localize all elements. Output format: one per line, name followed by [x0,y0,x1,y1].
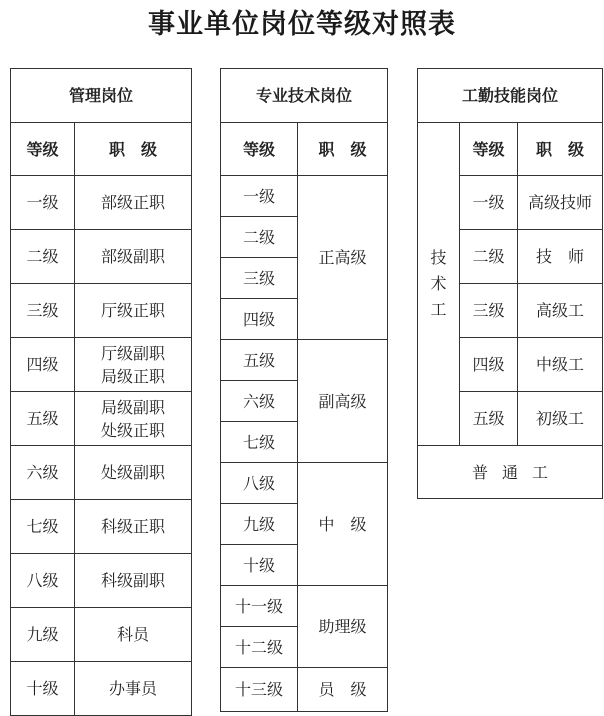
post-cell: 办事员 [75,662,192,716]
level-cell: 二级 [460,230,518,284]
post-cell: 科员 [75,608,192,662]
level-cell: 二级 [11,230,75,284]
professional-table [220,68,388,712]
level-cell: 三级 [11,284,75,338]
post-cell: 部级副职 [75,230,192,284]
level-cell: 五级 [460,392,518,446]
post-cell: 中级工 [518,338,603,392]
professional-col-level: 等级 [221,123,298,176]
level-cell: 九级 [221,504,298,545]
worker-col-post: 职 级 [518,123,603,176]
level-cell: 六级 [221,381,298,422]
post-cell: 处级副职 [75,446,192,500]
table-row [11,230,192,284]
table-row [11,338,192,392]
level-cell: 十三级 [221,668,298,712]
post-cell: 科级副职 [75,554,192,608]
management-header: 管理岗位 [11,69,192,123]
group-cell: 副高级 [298,340,388,463]
group-cell: 正高级 [298,176,388,340]
post-cell: 高级工 [518,284,603,338]
table-row [11,554,192,608]
level-cell: 四级 [11,338,75,392]
worker-side-label: 技 术 工 [430,248,447,319]
level-cell: 九级 [11,608,75,662]
worker-header: 工勤技能岗位 [418,69,603,123]
post-cell: 科级正职 [75,500,192,554]
management-col-level: 等级 [11,123,75,176]
post-cell: 部级正职 [75,176,192,230]
table-row [11,446,192,500]
table-row [11,500,192,554]
level-cell: 二级 [221,217,298,258]
level-cell: 四级 [460,338,518,392]
level-cell: 三级 [460,284,518,338]
management-table [10,68,192,716]
group-cell: 中 级 [298,463,388,586]
level-cell: 十一级 [221,586,298,627]
group-cell: 助理级 [298,586,388,668]
table-row [11,392,192,446]
table-row [11,608,192,662]
post-cell: 厅级副职 局级正职 [75,338,192,392]
level-cell: 十级 [221,545,298,586]
level-cell: 一级 [460,176,518,230]
level-cell: 十级 [11,662,75,716]
level-cell: 四级 [221,299,298,340]
level-cell: 七级 [11,500,75,554]
level-cell: 八级 [11,554,75,608]
table-row [11,662,192,716]
level-cell: 五级 [221,340,298,381]
level-cell: 七级 [221,422,298,463]
level-cell: 五级 [11,392,75,446]
level-cell: 三级 [221,258,298,299]
level-cell: 六级 [11,446,75,500]
level-cell: 一级 [11,176,75,230]
level-cell: 八级 [221,463,298,504]
worker-general-label: 普通工 [472,462,563,482]
table-row [11,284,192,338]
professional-col-post: 职 级 [298,123,388,176]
management-col-post: 职 级 [75,123,192,176]
level-cell: 十二级 [221,627,298,668]
professional-header: 专业技术岗位 [221,69,388,123]
post-cell: 高级技师 [518,176,603,230]
page-title: 事业单位岗位等级对照表 [148,9,456,40]
level-cell: 一级 [221,176,298,217]
post-cell: 厅级正职 [75,284,192,338]
worker-col-level: 等级 [460,123,518,176]
post-cell: 局级副职 处级正职 [75,392,192,446]
table-row [11,176,192,230]
post-cell: 初级工 [518,392,603,446]
worker-table [417,68,603,499]
post-cell: 技 师 [518,230,603,284]
worker-general-cell [418,446,603,499]
group-cell: 员 级 [298,668,388,712]
worker-side-cell [418,123,460,446]
